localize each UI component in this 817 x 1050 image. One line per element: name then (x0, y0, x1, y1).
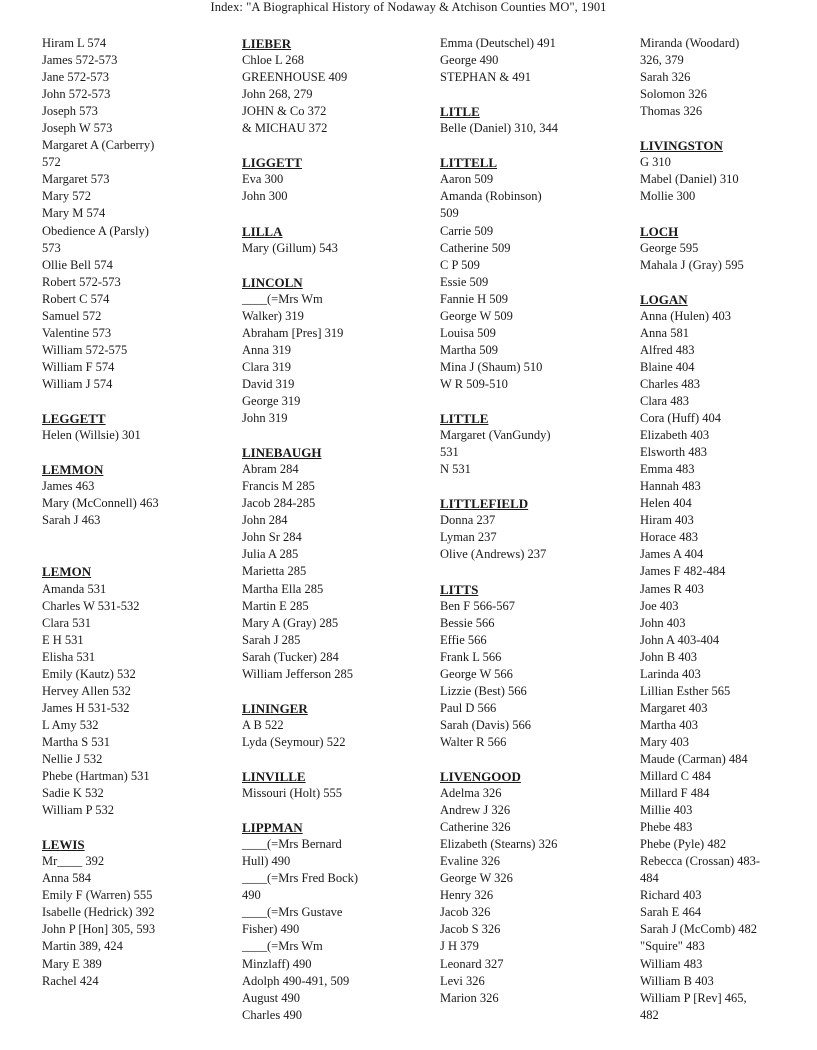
index-entry: W R 509-510 (440, 376, 508, 391)
index-entry: Joe 403 (640, 598, 679, 613)
index-entry: 573 (42, 240, 61, 255)
blank-line (42, 393, 237, 410)
index-entry: Ollie Bell 574 (42, 257, 113, 272)
index-entry: Mary M 574 (42, 206, 106, 221)
index-entry: ____(=Mrs Wm (242, 291, 323, 306)
index-entry: James A 404 (640, 547, 704, 562)
index-entry: Martin E 285 (242, 598, 309, 613)
index-entry: Emma (Deutschel) 491 (440, 36, 556, 50)
surname-heading: LEMMON (42, 462, 104, 478)
index-entry: Abraham [Pres] 319 (242, 325, 344, 340)
index-entry: Minzlaff) 490 (242, 956, 312, 971)
index-entry: Jacob S 326 (440, 922, 501, 937)
index-entry: William 483 (640, 956, 703, 971)
index-entry: Martha 403 (640, 717, 698, 732)
index-entry: Martha S 531 (42, 734, 111, 749)
index-entry: John P [Hon] 305, 593 (42, 922, 156, 937)
blank-line (440, 393, 635, 410)
index-entry: Phebe 483 (640, 820, 693, 835)
index-entry: Clara 483 (640, 393, 689, 408)
index-entry: William F 574 (42, 359, 115, 374)
index-entry: Sarah E 464 (640, 905, 702, 920)
index-entry: Lyman 237 (440, 530, 497, 545)
index-entry: Clara 531 (42, 615, 91, 630)
blank-line (640, 274, 815, 291)
index-entry: John B 403 (640, 649, 697, 664)
blank-line (242, 683, 437, 700)
index-entry: J H 379 (440, 939, 479, 954)
index-entry: Hiram 403 (640, 513, 694, 528)
index-entry: Frank L 566 (440, 649, 502, 664)
surname-heading: LOGAN (640, 291, 688, 307)
index-entry: Mollie 300 (640, 189, 696, 204)
index-entry: Mabel (Daniel) 310 (640, 172, 739, 187)
index-entry: Ben F 566-567 (440, 598, 515, 613)
index-entry: Joseph 573 (42, 104, 98, 119)
index-entry: 482 (640, 1007, 659, 1022)
index-entry: Elizabeth (Stearns) 326 (440, 837, 558, 852)
index-entry: Robert 572-573 (42, 274, 121, 289)
index-entry: Nellie J 532 (42, 751, 103, 766)
index-entry: Mr____ 392 (42, 854, 105, 869)
index-entry: Lizzie (Best) 566 (440, 683, 527, 698)
index-entry: Anna 319 (242, 342, 291, 357)
index-entry: James 572-573 (42, 53, 118, 68)
index-entry: C P 509 (440, 257, 480, 272)
index-entry: Julia A 285 (242, 547, 299, 562)
surname-heading: LIGGETT (242, 155, 302, 171)
index-entry: George 595 (640, 240, 699, 255)
surname-heading: LITTS (440, 581, 479, 597)
index-entry: ____(=Mrs Wm (242, 939, 323, 954)
index-entry: Mary 572 (42, 189, 91, 204)
index-entry: Paul D 566 (440, 700, 497, 715)
index-entry: Chloe L 268 (242, 53, 305, 68)
surname-heading: LEMON (42, 564, 92, 580)
surname-heading: LITTLE (440, 411, 489, 427)
index-entry: Margaret 573 (42, 172, 110, 187)
index-entry: Anna (Hulen) 403 (640, 308, 731, 323)
index-entry: Jacob 326 (440, 905, 491, 920)
index-entry: Emily (Kautz) 532 (42, 666, 136, 681)
index-entry: Jane 572-573 (42, 70, 109, 85)
index-entry: Sarah J 463 (42, 513, 101, 528)
index-entry: Helen (Willsie) 301 (42, 428, 141, 443)
index-entry: Blaine 404 (640, 359, 695, 374)
index-entry: Anna 581 (640, 325, 689, 340)
index-entry: Elsworth 483 (640, 445, 708, 460)
index-entry: L Amy 532 (42, 717, 99, 732)
index-entry: Hull) 490 (242, 854, 291, 869)
index-entry: George W 509 (440, 308, 513, 323)
surname-heading: LEGGETT (42, 411, 106, 427)
index-entry: Rebecca (Crossan) 483- (640, 854, 761, 869)
index-entry: John 300 (242, 189, 288, 204)
index-entry: Marion 326 (440, 990, 499, 1005)
index-entry: G 310 (640, 155, 671, 170)
index-entry: Hiram L 574 (42, 36, 107, 50)
blank-line (242, 137, 437, 154)
blank-line (242, 427, 437, 444)
index-entry: Adelma 326 (440, 786, 502, 801)
index-entry: Charles 490 (242, 1007, 303, 1022)
blank-line (242, 257, 437, 274)
index-entry: Mary 403 (640, 734, 689, 749)
index-entry: John 268, 279 (242, 87, 313, 102)
blank-line (640, 205, 815, 222)
index-entry: Charles 483 (640, 376, 701, 391)
index-entry: William B 403 (640, 973, 714, 988)
blank-line (242, 751, 437, 768)
index-entry: 531 (440, 445, 459, 460)
surname-heading: LIEBER (242, 36, 292, 51)
surname-heading: LEWIS (42, 837, 85, 853)
index-entry: Margaret (VanGundy) (440, 428, 551, 443)
index-entry: Alfred 483 (640, 342, 695, 357)
surname-heading: LOCH (640, 223, 679, 239)
index-entry: Catherine 326 (440, 820, 511, 835)
surname-heading: LITTELL (440, 155, 498, 171)
blank-line (42, 546, 237, 563)
index-entry: 572 (42, 155, 61, 170)
index-entry: Miranda (Woodard) (640, 36, 740, 50)
index-entry: Margaret A (Carberry) (42, 138, 155, 153)
index-column-2 (242, 35, 437, 1024)
blank-line (640, 120, 815, 137)
index-entry: Catherine 509 (440, 240, 511, 255)
index-entry: William J 574 (42, 376, 113, 391)
index-entry: 490 (242, 888, 261, 903)
index-entry: Martin 389, 424 (42, 939, 123, 954)
index-entry: Jacob 284-285 (242, 496, 316, 511)
index-entry: James F 482-484 (640, 564, 726, 579)
index-entry: Effie 566 (440, 632, 487, 647)
blank-line (440, 137, 635, 154)
surname-heading: LINVILLE (242, 769, 306, 785)
index-entry: ____(=Mrs Bernard (242, 837, 342, 852)
index-entry: Hervey Allen 532 (42, 683, 131, 698)
index-entry: Sarah (Davis) 566 (440, 717, 531, 732)
index-entry: Missouri (Holt) 555 (242, 786, 342, 801)
index-entry: Thomas 326 (640, 104, 703, 119)
index-entry: Sarah 326 (640, 70, 691, 85)
index-entry: August 490 (242, 990, 300, 1005)
surname-heading: LIVINGSTON (640, 138, 723, 154)
blank-line (440, 563, 635, 580)
index-entry: Fannie H 509 (440, 291, 509, 306)
index-entry: Levi 326 (440, 973, 485, 988)
index-entry: & MICHAU 372 (242, 121, 328, 136)
index-entry: Larinda 403 (640, 666, 701, 681)
index-entry: William Jefferson 285 (242, 666, 354, 681)
index-entry: Obedience A (Parsly) (42, 223, 149, 238)
index-entry: John 403 (640, 615, 686, 630)
index-entry: William 572-575 (42, 342, 128, 357)
index-entry: Adolph 490-491, 509 (242, 973, 350, 988)
blank-line (42, 444, 237, 461)
index-entry: Abram 284 (242, 462, 299, 477)
index-entry: Samuel 572 (42, 308, 102, 323)
index-entry: Amanda 531 (42, 581, 107, 596)
index-entry: Mina J (Shaum) 510 (440, 359, 543, 374)
index-entry: Sarah J 285 (242, 632, 301, 647)
index-entry: Evaline 326 (440, 854, 501, 869)
surname-heading: LITLE (440, 104, 480, 120)
index-entry: Sadie K 532 (42, 786, 104, 801)
index-entry: Anna 584 (42, 871, 91, 886)
index-entry: Phebe (Pyle) 482 (640, 837, 727, 852)
blank-line (42, 529, 237, 546)
index-entry: Donna 237 (440, 513, 496, 528)
index-entry: Millard F 484 (640, 786, 710, 801)
index-entry: Amanda (Robinson) (440, 189, 542, 204)
index-entry: Eva 300 (242, 172, 284, 187)
page-title: Index: "A Biographical History of Nodaway & Atchison Counties MO", 1901 (210, 0, 607, 14)
index-entry: E H 531 (42, 632, 84, 647)
index-entry: Margaret 403 (640, 700, 708, 715)
index-entry: Richard 403 (640, 888, 702, 903)
index-entry: George W 326 (440, 871, 513, 886)
index-entry: William P 532 (42, 803, 114, 818)
index-entry: John 572-573 (42, 87, 111, 102)
index-entry: Mary E 389 (42, 956, 102, 971)
index-entry: Clara 319 (242, 359, 291, 374)
blank-line (242, 205, 437, 222)
index-entry: Valentine 573 (42, 325, 112, 340)
index-entry: Andrew J 326 (440, 803, 511, 818)
index-entry: David 319 (242, 376, 295, 391)
index-entry: George 490 (440, 53, 499, 68)
index-entry: N 531 (440, 462, 471, 477)
index-entry: Charles W 531-532 (42, 598, 140, 613)
index-entry: Francis M 285 (242, 479, 315, 494)
index-entry: George W 566 (440, 666, 513, 681)
index-entry: Sarah (Tucker) 284 (242, 649, 339, 664)
index-entry: Emily F (Warren) 555 (42, 888, 153, 903)
index-entry: Mary A (Gray) 285 (242, 615, 339, 630)
index-entry: Cora (Huff) 404 (640, 411, 721, 426)
index-entry: Rachel 424 (42, 973, 99, 988)
index-entry: Isabelle (Hedrick) 392 (42, 905, 155, 920)
index-entry: Solomon 326 (640, 87, 708, 102)
index-entry: John Sr 284 (242, 530, 302, 545)
index-entry: Joseph W 573 (42, 121, 113, 136)
index-entry: JOHN & Co 372 (242, 104, 327, 119)
index-entry: Walter R 566 (440, 734, 507, 749)
index-entry: John 284 (242, 513, 288, 528)
index-entry: Martha Ella 285 (242, 581, 324, 596)
index-entry: Bessie 566 (440, 615, 495, 630)
index-entry: Olive (Andrews) 237 (440, 547, 547, 562)
index-entry: Mary (McConnell) 463 (42, 496, 159, 511)
index-entry: ____(=Mrs Fred Bock) (242, 871, 359, 886)
index-column-1 (42, 35, 237, 990)
index-entry: STEPHAN & 491 (440, 70, 531, 85)
index-entry: William P [Rev] 465, (640, 990, 747, 1005)
index-entry: Emma 483 (640, 462, 695, 477)
index-entry: James 463 (42, 479, 95, 494)
index-entry: Lyda (Seymour) 522 (242, 734, 346, 749)
index-entry: John 319 (242, 411, 288, 426)
index-entry: Marietta 285 (242, 564, 307, 579)
index-entry: 326, 379 (640, 53, 684, 68)
index-entry: Sarah J (McComb) 482 (640, 922, 757, 937)
index-entry: Millard C 484 (640, 769, 711, 784)
index-entry: 484 (640, 871, 659, 886)
surname-heading: LINCOLN (242, 274, 303, 290)
index-entry: Hannah 483 (640, 479, 701, 494)
index-entry: Helen 404 (640, 496, 692, 511)
index-entry: Elisha 531 (42, 649, 96, 664)
index-entry: Maude (Carman) 484 (640, 751, 748, 766)
surname-heading: LILLA (242, 223, 283, 239)
surname-heading: LIVENGOOD (440, 769, 521, 785)
index-entry: Louisa 509 (440, 325, 496, 340)
index-entry: James R 403 (640, 581, 704, 596)
index-entry: "Squire" 483 (640, 939, 705, 954)
surname-heading: LINEBAUGH (242, 445, 322, 461)
index-entry: Millie 403 (640, 803, 693, 818)
index-entry: ____(=Mrs Gustave (242, 905, 343, 920)
index-entry: A B 522 (242, 717, 284, 732)
index-column-4 (640, 35, 815, 1024)
index-entry: Robert C 574 (42, 291, 110, 306)
surname-heading: LITTLEFIELD (440, 496, 529, 512)
index-entry: Fisher) 490 (242, 922, 300, 937)
index-entry: Carrie 509 (440, 223, 494, 238)
blank-line (42, 819, 237, 836)
index-entry: Leonard 327 (440, 956, 504, 971)
index-entry: Phebe (Hartman) 531 (42, 769, 150, 784)
index-entry: George 319 (242, 393, 301, 408)
index-entry: Lillian Esther 565 (640, 683, 731, 698)
index-entry: Walker) 319 (242, 308, 304, 323)
surname-heading: LININGER (242, 700, 308, 716)
surname-heading: LIPPMAN (242, 820, 303, 836)
blank-line (440, 86, 635, 103)
index-entry: Elizabeth 403 (640, 428, 710, 443)
index-entry: James H 531-532 (42, 700, 130, 715)
index-entry: 509 (440, 206, 459, 221)
index-entry: John A 403-404 (640, 632, 720, 647)
index-entry: Essie 509 (440, 274, 489, 289)
index-entry: GREENHOUSE 409 (242, 70, 348, 85)
blank-line (440, 478, 635, 495)
index-entry: Horace 483 (640, 530, 698, 545)
index-entry: Mahala J (Gray) 595 (640, 257, 744, 272)
index-column-3 (440, 35, 635, 1007)
index-entry: Henry 326 (440, 888, 494, 903)
index-entry: Belle (Daniel) 310, 344 (440, 121, 559, 136)
index-entry: Mary (Gillum) 543 (242, 240, 338, 255)
blank-line (242, 802, 437, 819)
index-entry: Martha 509 (440, 342, 498, 357)
blank-line (440, 751, 635, 768)
index-entry: Aaron 509 (440, 172, 494, 187)
